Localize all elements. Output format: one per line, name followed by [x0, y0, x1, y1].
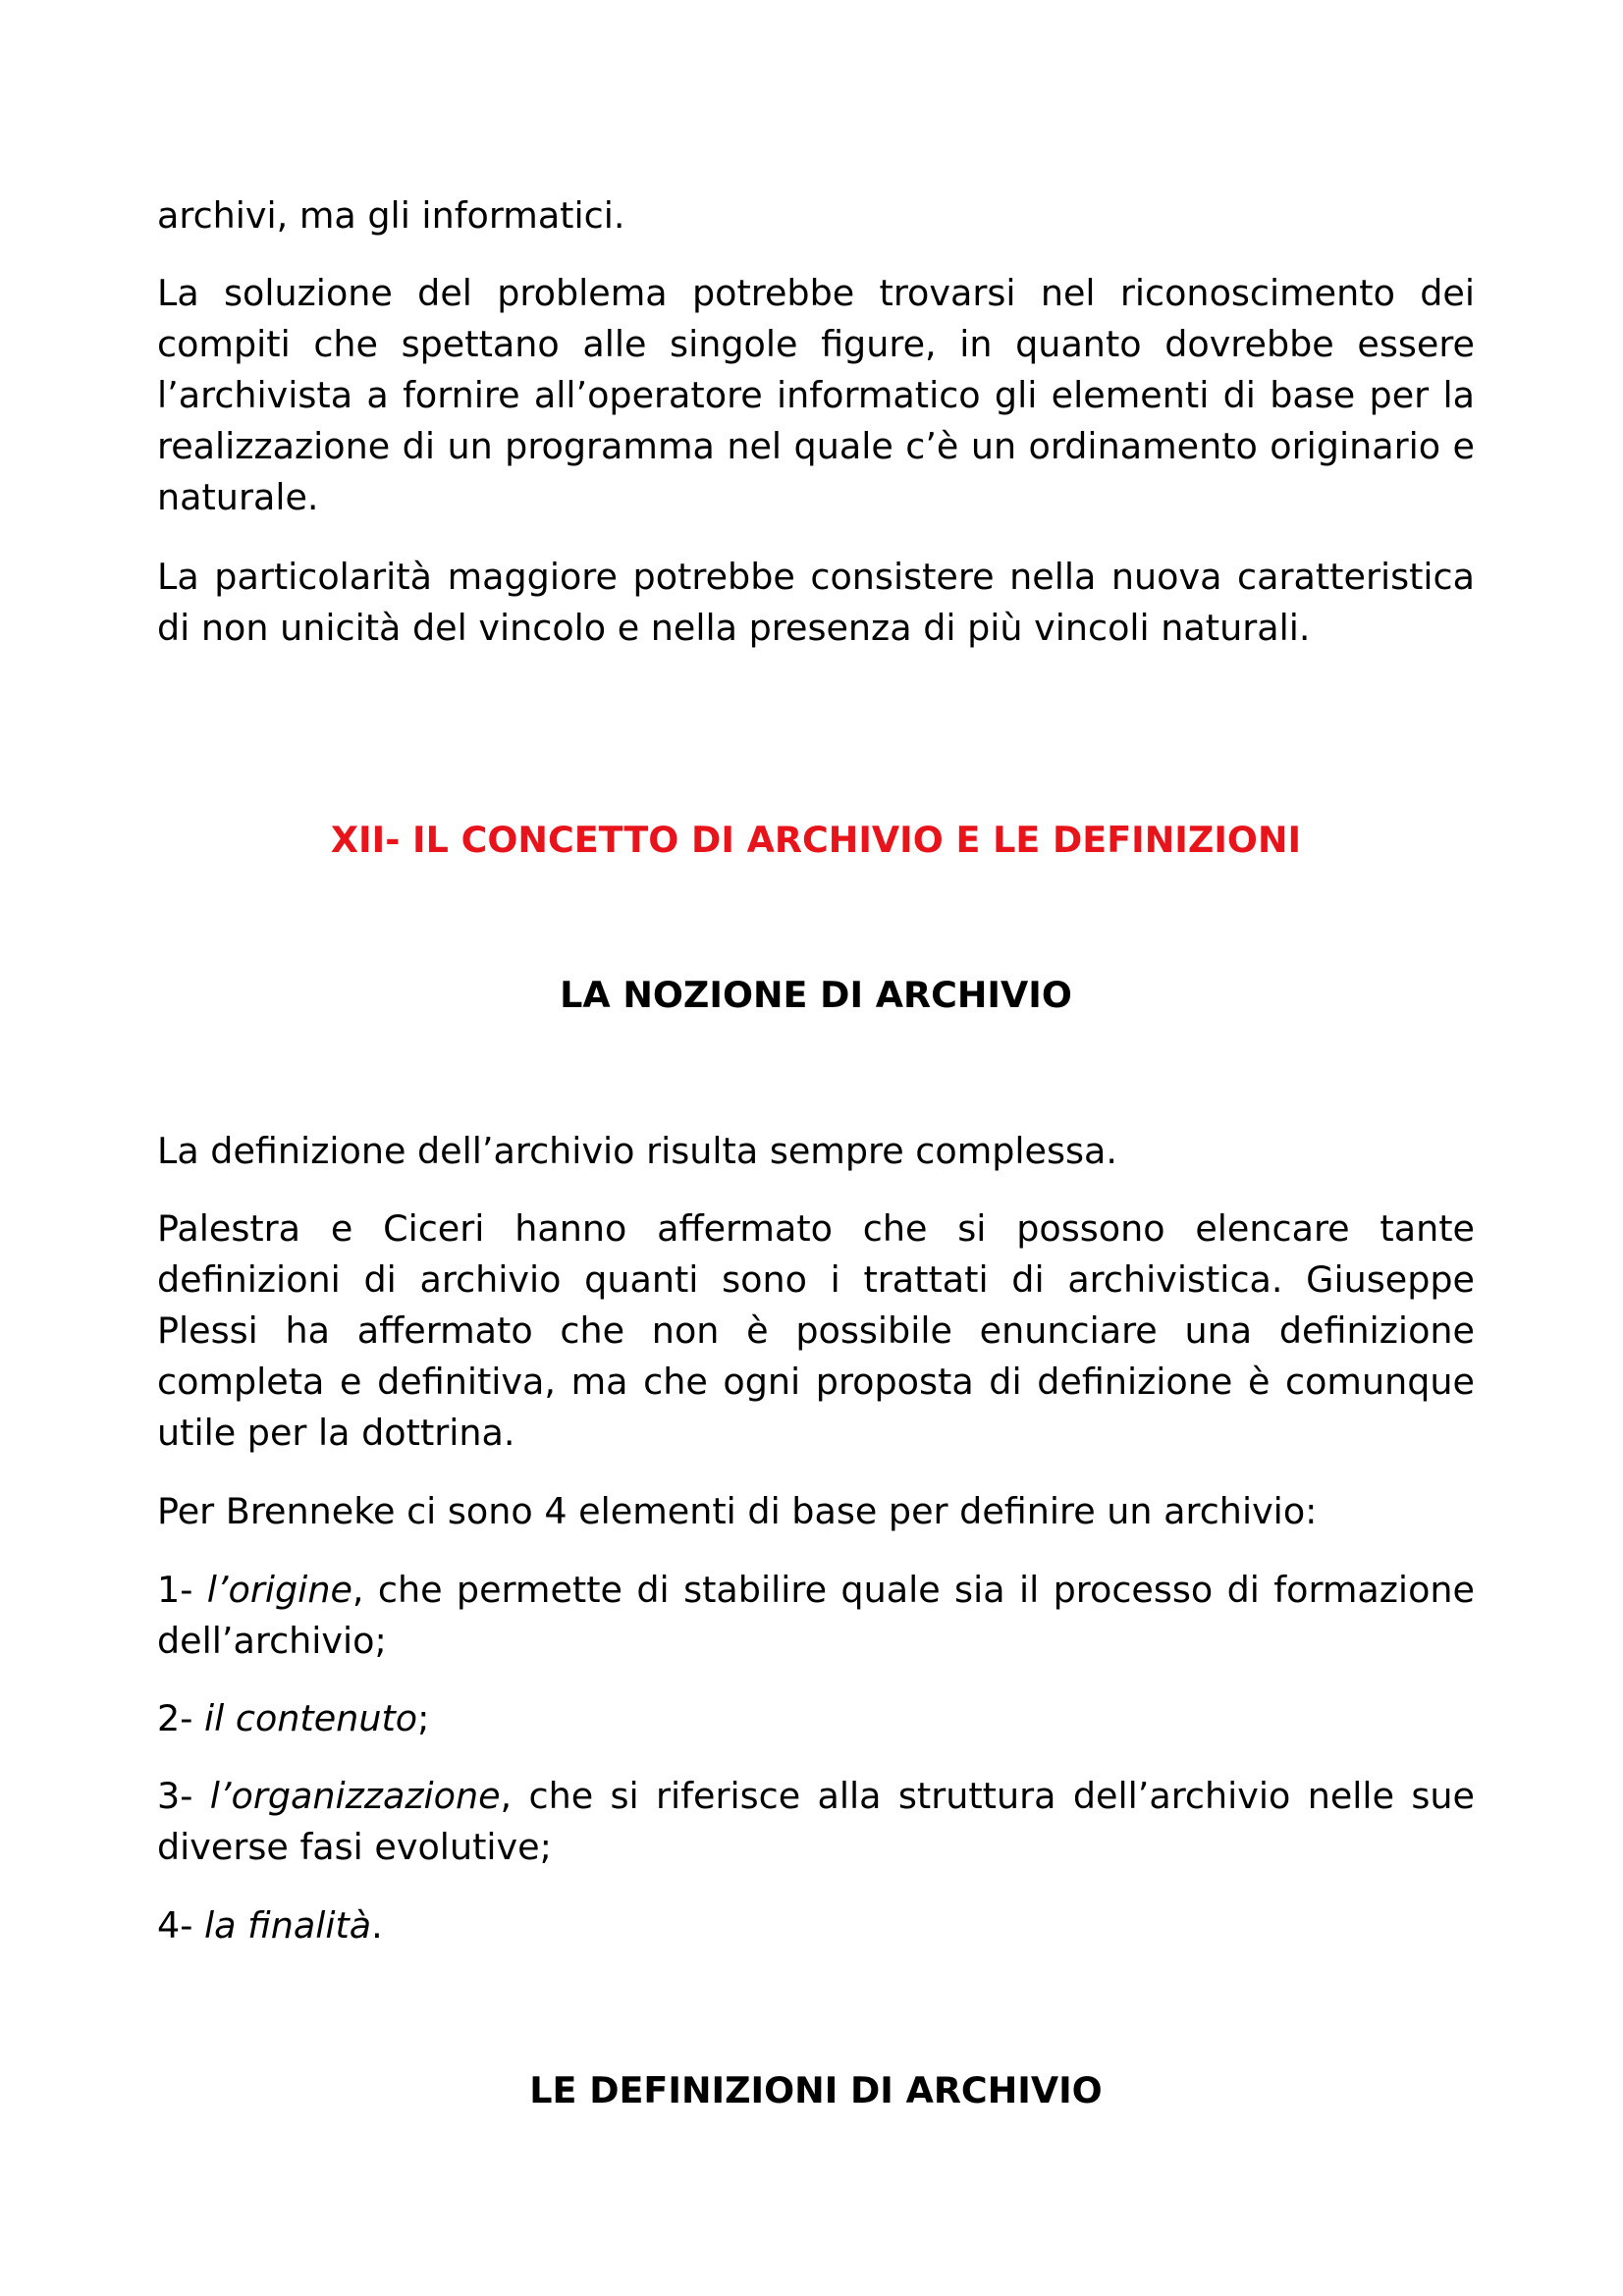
paragraph-brenneke: Per Brenneke ci sono 4 elementi di base per definire un archivio: [157, 1490, 1318, 1532]
list-item-number: 4- [157, 1904, 204, 1947]
paragraph-palestra-ciceri: Palestra e Ciceri hanno affermato che si possono elencare tante definizioni di archivio quanti sono i trattati di archivistica. Giuseppe Plessi ha affermato che non è possibile enunciare una definizione completa e definitiva, ma che ogni proposta di definizione è comunque utile per la dottrina. [157, 1207, 1475, 1454]
paragraph-solution: La soluzione del problema potrebbe trovarsi nel riconoscimento dei compiti che spettano alle singole figure, in quanto dovrebbe essere l’archivista a fornire all’operatore informatico gli elementi di base per la realizzazione di un programma nel quale c’è un ordinamento originario e naturale. [157, 272, 1475, 518]
list-item-term: l’origine [206, 1569, 352, 1611]
list-item [157, 1565, 1475, 1667]
paragraph-definition-intro: La definizione dell’archivio risulta sempre complessa. [157, 1130, 1118, 1172]
section-heading-definizioni: LE DEFINIZIONI DI ARCHIVIO [529, 2069, 1103, 2111]
list-item [157, 1693, 1475, 1744]
list-item-term: la finalità [204, 1904, 372, 1947]
list-item-text: ; [417, 1697, 430, 1739]
chapter-heading: XII- IL CONCETTO DI ARCHIVIO E LE DEFINIZIONI [330, 819, 1302, 861]
paragraph-continuation: archivi, ma gli informatici. [157, 194, 625, 237]
list-item-text: . [371, 1904, 383, 1947]
list-item-number: 1- [157, 1569, 207, 1611]
paragraph-particularity: La particolarità maggiore potrebbe consistere nella nuova caratteristica di non unicità del vincolo e nella presenza di più vincoli naturali. [157, 556, 1475, 649]
list-item-term: il contenuto [204, 1697, 418, 1739]
section-heading-nozione: LA NOZIONE DI ARCHIVIO [560, 974, 1072, 1016]
list-item-number: 3- [157, 1775, 210, 1817]
list-item-term: l’organizzazione [209, 1775, 501, 1817]
list-item-text: , che si riferisce alla struttura dell’archivio nelle sue diverse fasi evolutive; [157, 1775, 1475, 1868]
list-item [157, 1771, 1475, 1873]
list-item-number: 2- [157, 1697, 204, 1739]
list-item-text: , che permette di stabilire quale sia il processo di formazione dell’archivio; [157, 1569, 1475, 1662]
list-item [157, 1900, 1475, 1951]
